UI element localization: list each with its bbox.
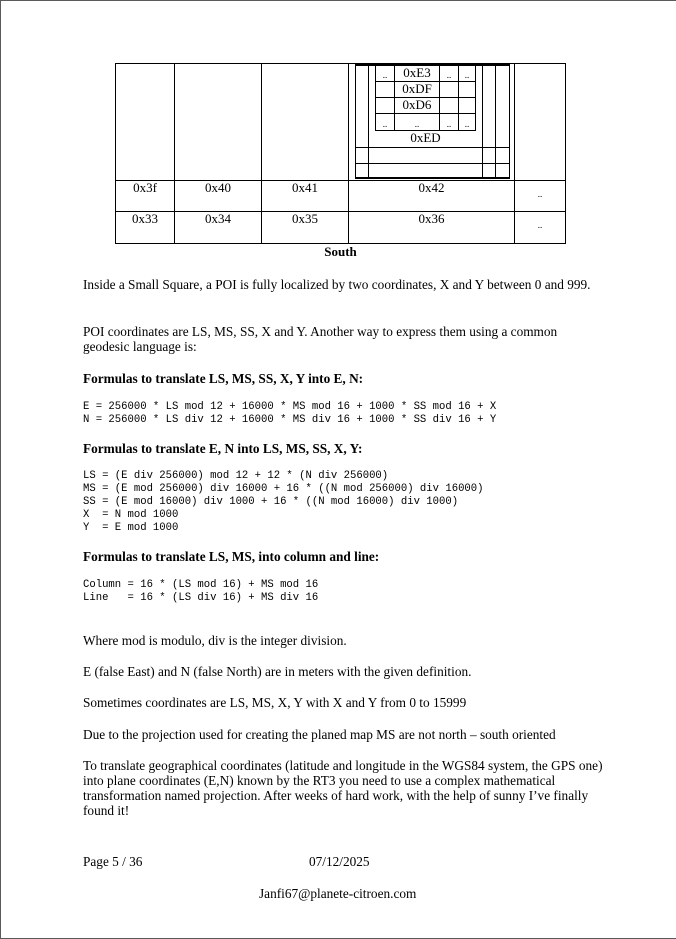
page-number: Page 5 / 36 — [83, 854, 143, 869]
code-line: E = 256000 * LS mod 12 + 16000 * MS mod 16 + 1000 * SS mod 16 + X — [83, 401, 497, 413]
inner-cell: .. — [382, 119, 388, 129]
paragraph: POI coordinates are LS, MS, SS, X and Y. Another way to express them using a common geodesic language is: — [83, 324, 558, 354]
inner-cell: .. — [414, 119, 420, 129]
table-cell: 0x3f — [133, 180, 157, 195]
inner-caption: 0xED — [410, 130, 441, 145]
table-cell: 0x36 — [418, 211, 445, 226]
footer-date: 07/12/2025 — [309, 854, 370, 869]
table-cell: .. — [537, 220, 543, 230]
paragraph: Sometimes coordinates are LS, MS, X, Y with X and Y from 0 to 15999 — [83, 695, 467, 710]
inner-cell: .. — [464, 70, 470, 80]
table-caption: South — [324, 244, 357, 259]
inner-cell: .. — [446, 70, 452, 80]
paragraph: Due to the projection used for creating the planed map MS are not north – south oriented — [83, 727, 556, 742]
section-heading: Formulas to translate E, N into LS, MS, SS, X, Y: — [83, 441, 363, 456]
table-cell: .. — [537, 189, 543, 199]
paragraph: E (false East) and N (false North) are in meters with the given definition. — [83, 664, 472, 679]
table-cell: 0x40 — [205, 180, 231, 195]
footer-email[interactable]: Janfi67@planete-citroen.com — [259, 886, 417, 901]
paragraph: Inside a Small Square, a POI is fully localized by two coordinates, X and Y between 0 and 999. — [83, 277, 591, 292]
table-cell: 0x41 — [292, 180, 318, 195]
table-cell: 0x33 — [132, 211, 158, 226]
code-line: X = N mod 1000 — [83, 509, 179, 521]
code-line: Column = 16 * (LS mod 16) + MS mod 16 — [83, 579, 319, 591]
inner-cell: .. — [464, 119, 470, 129]
inner-cell: 0xD6 — [402, 97, 432, 112]
inner-cell: 0xDF — [402, 81, 432, 96]
code-line: Y = E mod 1000 — [83, 522, 179, 534]
section-heading: Formulas to translate LS, MS, SS, X, Y into E, N: — [83, 371, 364, 386]
inner-cell: .. — [382, 70, 388, 80]
code-line: MS = (E mod 256000) div 16000 + 16 * ((N mod 256000) div 16000) — [83, 483, 484, 495]
table-cell: 0x35 — [292, 211, 318, 226]
code-line: Line = 16 * (LS div 16) + MS div 16 — [83, 592, 319, 604]
inner-cell: .. — [446, 119, 452, 129]
table-cell: 0x34 — [205, 211, 231, 226]
table-cell: 0x42 — [418, 180, 445, 195]
inner-cell: 0xE3 — [403, 65, 431, 80]
paragraph: To translate geographical coordinates (latitude and longitude in the WGS84 system, the GPS one) into plane coordinates (E,N) known by the RT3 you need to use a complex mathematical transformation named projection. After weeks of hard work, with the help of sunny I’ve finally found it! — [83, 758, 603, 818]
section-heading: Formulas to translate LS, MS, into column and line: — [83, 549, 380, 564]
code-line: N = 256000 * LS div 12 + 16000 * MS div 16 + 1000 * SS div 16 + Y — [83, 414, 497, 426]
code-line: LS = (E div 256000) mod 12 + 12 * (N div 256000) — [83, 470, 389, 482]
code-line: SS = (E mod 16000) div 1000 + 16 * ((N mod 16000) div 1000) — [83, 496, 459, 508]
paragraph: Where mod is modulo, div is the integer division. — [83, 633, 347, 648]
